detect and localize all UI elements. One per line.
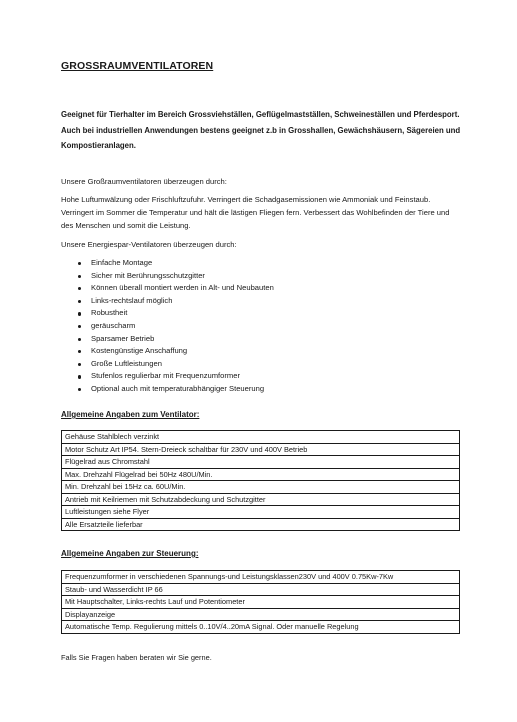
steuerung-specs-table	[61, 570, 460, 634]
table-row	[62, 518, 460, 531]
table-cell: Motor Schutz Art IP54. Stern-Dreieck schaltbar für 230V und 400V Betrieb	[62, 443, 460, 456]
feature-item: Kostengünstige Anschaffung	[61, 345, 274, 358]
table-cell: Gehäuse Stahlblech verzinkt	[62, 431, 460, 444]
page-title: GROSSRAUMVENTILATOREN	[61, 60, 214, 72]
feature-item: Einfache Montage	[61, 257, 274, 270]
table-cell: Max. Drehzahl Flügelrad bei 50Hz 480U/Min.	[62, 468, 460, 481]
table-cell: Frequenzumformer in verschiedenen Spannungs-und Leistungsklassen230V und 400V 0.75Kw-7Kw	[62, 571, 460, 584]
table-cell: Antrieb mit Keilriemen mit Schutzabdeckung und Schutzgitter	[62, 493, 460, 506]
table-cell: Automatische Temp. Regulierung mittels 0..10V/4..20mA Signal. Oder manuelle Regelung	[62, 621, 460, 634]
feature-item: Sparsamer Betrieb	[61, 333, 274, 346]
table-row	[62, 608, 460, 621]
section2-heading: Unsere Energiespar-Ventilatoren überzeugen durch:	[61, 240, 237, 249]
table-row	[62, 493, 460, 506]
feature-item: Robustheit	[61, 307, 274, 320]
table-cell: Luftleistungen siehe Flyer	[62, 506, 460, 519]
table-row	[62, 468, 460, 481]
feature-item: geräuscharm	[61, 320, 274, 333]
feature-item: Stufenlos regulierbar mit Frequenzumformer	[61, 370, 274, 383]
feature-item: Links-rechtslauf möglich	[61, 295, 274, 308]
intro-paragraph: Geeignet für Tierhalter im Bereich Grossviehställen, Geflügelmastställen, Schweineställen und Pferdesport. Auch bei industriellen Anwendungen bestens geeignet z.b in Grosshallen, Gewächshäusern, Sägereien und Kompostieranlagen.	[61, 110, 461, 150]
feature-list	[61, 257, 274, 396]
table-row	[62, 431, 460, 444]
section1-paragraph: Hohe Luftumwälzung oder Frischluftzufuhr. Verringert die Schadgasemissionen wie Ammoniak und Feinstaub. Verringert im Sommer die Temperatur und hält die lästigen Fliegen fern. Verbessert das Wohlbefinden der Tiere und des Menschen und somit die Leistung.	[61, 195, 450, 230]
feature-item: Optional auch mit temperaturabhängiger Steuerung	[61, 383, 274, 396]
table-cell: Alle Ersatzteile lieferbar	[62, 518, 460, 531]
table-cell: Flügelrad aus Chromstahl	[62, 456, 460, 469]
section1-heading: Unsere Großraumventilatoren überzeugen durch:	[61, 177, 227, 186]
closing-text: Falls Sie Fragen haben beraten wir Sie gerne.	[61, 653, 212, 662]
table-row	[62, 443, 460, 456]
table-row	[62, 596, 460, 609]
table-row	[62, 506, 460, 519]
feature-item: Können überall montiert werden in Alt- und Neubauten	[61, 282, 274, 295]
ventilator-specs-table	[61, 430, 460, 531]
table-cell: Mit Hauptschalter, Links-rechts Lauf und Potentiometer	[62, 596, 460, 609]
table-row	[62, 621, 460, 634]
feature-item: Sicher mit Berührungsschutzgitter	[61, 270, 274, 283]
table-row	[62, 456, 460, 469]
table-row	[62, 481, 460, 494]
table-cell: Min. Drehzahl bei 15Hz ca. 60U/Min.	[62, 481, 460, 494]
feature-item: Große Luftleistungen	[61, 358, 274, 371]
table-cell: Displayanzeige	[62, 608, 460, 621]
steuerung-specs-heading: Allgemeine Angaben zur Steuerung:	[61, 549, 199, 558]
ventilator-specs-heading: Allgemeine Angaben zum Ventilator:	[61, 410, 200, 419]
table-cell: Staub- und Wasserdicht IP 66	[62, 583, 460, 596]
table-row	[62, 583, 460, 596]
table-row	[62, 571, 460, 584]
